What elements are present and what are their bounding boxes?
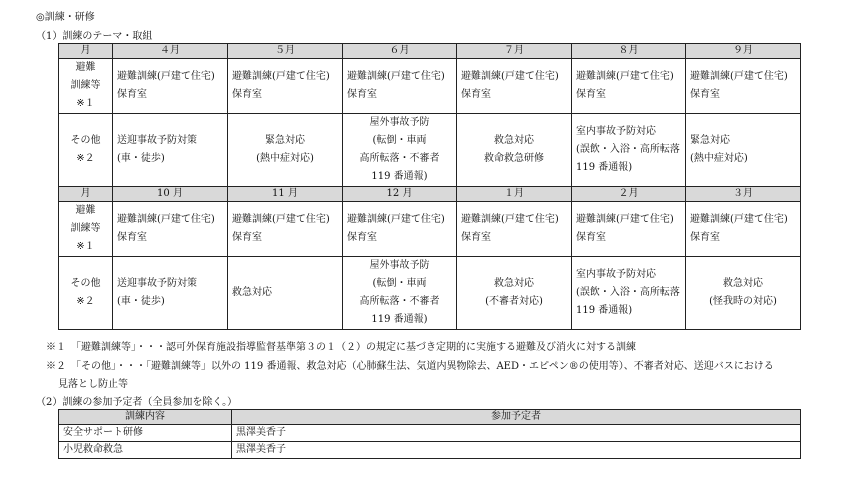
other-cell bbox=[228, 257, 343, 330]
evacuation-cell bbox=[686, 59, 801, 114]
other-cell bbox=[457, 114, 572, 187]
month-header: ５月 bbox=[228, 44, 343, 59]
cell-line: 避難訓練(戸建て住宅) bbox=[232, 214, 330, 225]
training-table bbox=[58, 43, 801, 330]
cell-line: 119 番通報) bbox=[576, 305, 633, 316]
section1-title: （1）訓練のテーマ・取組 bbox=[36, 31, 153, 42]
month-header: ２月 bbox=[572, 187, 686, 202]
participant-row bbox=[59, 425, 801, 442]
cell-line: 訓練等 bbox=[70, 80, 101, 91]
cell-line: 送迎事故予防対策 bbox=[117, 135, 197, 146]
cell-line: 保育室 bbox=[576, 232, 606, 243]
other-cell bbox=[457, 257, 572, 330]
other-cell bbox=[343, 114, 457, 187]
cell-line: ※２ bbox=[76, 153, 95, 164]
row-label-evacuation bbox=[59, 59, 113, 114]
month-header: 12 月 bbox=[343, 187, 457, 202]
other-cell bbox=[686, 114, 801, 187]
cell-line: 避難訓練(戸建て住宅) bbox=[347, 71, 445, 82]
cell-line: 高所転落・不審者 bbox=[359, 296, 440, 307]
cell-line: 屋外事故予防 bbox=[369, 260, 430, 271]
evacuation-cell bbox=[572, 59, 686, 114]
evacuation-cell bbox=[228, 202, 343, 257]
cell-line: 避難訓練(戸建て住宅) bbox=[347, 214, 445, 225]
month-header: １月 bbox=[457, 187, 572, 202]
cell-line: 室内事故予防対応 bbox=[576, 269, 656, 280]
evacuation-cell bbox=[686, 202, 801, 257]
cell-line: 保育室 bbox=[232, 89, 262, 100]
cell-line: 救命救急研修 bbox=[484, 153, 544, 164]
other-cell bbox=[343, 257, 457, 330]
month-header: ９月 bbox=[686, 44, 801, 59]
evacuation-row bbox=[59, 202, 801, 257]
evacuation-cell bbox=[113, 59, 228, 114]
cell-line: 緊急対応 bbox=[265, 135, 305, 146]
cell-line: 119 番通報) bbox=[576, 162, 633, 173]
cell-line: 119 番通報) bbox=[371, 171, 428, 182]
cell-line: 訓練等 bbox=[70, 223, 101, 234]
cell-line: (熱中症対応) bbox=[690, 153, 748, 164]
cell-line: 保育室 bbox=[232, 232, 262, 243]
cell-line: その他 bbox=[70, 135, 101, 146]
cell-line: 避難 bbox=[75, 62, 96, 73]
cell-line: (誤飲・入浴・高所転落 bbox=[576, 144, 680, 155]
cell-line: ※１ bbox=[76, 241, 95, 252]
month-header: ３月 bbox=[686, 187, 801, 202]
cell-line: 高所転落・不審者 bbox=[359, 153, 440, 164]
cell-line: 避難訓練(戸建て住宅) bbox=[232, 71, 330, 82]
cell-line: 保育室 bbox=[461, 89, 491, 100]
training-name: 小児救命救急 bbox=[59, 442, 232, 459]
participants-table bbox=[58, 409, 801, 459]
other-cell bbox=[228, 114, 343, 187]
cell-line: 保育室 bbox=[576, 89, 606, 100]
cell-line: 保育室 bbox=[347, 89, 377, 100]
cell-line: (不審者対応) bbox=[485, 296, 543, 307]
note-2-cont: 見落とし防止等 bbox=[58, 379, 128, 390]
other-cell bbox=[113, 257, 228, 330]
other-row bbox=[59, 257, 801, 330]
row-label-other bbox=[59, 114, 113, 187]
evacuation-cell bbox=[572, 202, 686, 257]
month-header: ８月 bbox=[572, 44, 686, 59]
month-header: 11 月 bbox=[228, 187, 343, 202]
cell-line: 室内事故予防対応 bbox=[576, 126, 656, 137]
cell-line: 避難訓練(戸建て住宅) bbox=[690, 71, 788, 82]
other-cell bbox=[572, 114, 686, 187]
other-cell bbox=[572, 257, 686, 330]
cell-line: (怪我時の対応) bbox=[709, 296, 777, 307]
evacuation-cell bbox=[113, 202, 228, 257]
cell-line: 避難訓練(戸建て住宅) bbox=[690, 214, 788, 225]
cell-line: 屋外事故予防 bbox=[369, 117, 430, 128]
cell-line: 緊急対応 bbox=[690, 135, 730, 146]
cell-line: 避難訓練(戸建て住宅) bbox=[117, 71, 215, 82]
cell-line: 保育室 bbox=[690, 89, 720, 100]
cell-line: 119 番通報) bbox=[371, 314, 428, 325]
row-label-evacuation bbox=[59, 202, 113, 257]
cell-line: (車・徒歩) bbox=[117, 296, 165, 307]
month-header-row bbox=[59, 44, 801, 59]
training-name: 安全サポート研修 bbox=[59, 425, 232, 442]
col-header-participants: 参加予定者 bbox=[232, 410, 801, 425]
month-header-row bbox=[59, 187, 801, 202]
other-row bbox=[59, 114, 801, 187]
month-header: ６月 bbox=[343, 44, 457, 59]
cell-line: 避難訓練(戸建て住宅) bbox=[576, 214, 674, 225]
cell-line: 保育室 bbox=[117, 89, 147, 100]
section2-title: （2）訓練の参加予定者（全員参加を除く。） bbox=[36, 397, 238, 408]
cell-line: 救急対応 bbox=[232, 287, 272, 298]
cell-line: 救急対応 bbox=[494, 135, 534, 146]
evacuation-row bbox=[59, 59, 801, 114]
evacuation-cell bbox=[343, 59, 457, 114]
month-header: 10 月 bbox=[113, 187, 228, 202]
col-header-content: 訓練内容 bbox=[59, 410, 232, 425]
cell-line: (転倒・車両 bbox=[372, 278, 427, 289]
cell-line: (熱中症対応) bbox=[256, 153, 314, 164]
cell-line: 保育室 bbox=[347, 232, 377, 243]
heading: ◎訓練・研修 bbox=[36, 12, 95, 23]
cell-line: その他 bbox=[70, 278, 101, 289]
cell-line: (誤飲・入浴・高所転落 bbox=[576, 287, 680, 298]
month-label: 月 bbox=[59, 44, 113, 59]
evacuation-cell bbox=[228, 59, 343, 114]
other-cell bbox=[686, 257, 801, 330]
other-cell bbox=[113, 114, 228, 187]
cell-line: 保育室 bbox=[461, 232, 491, 243]
cell-line: 保育室 bbox=[690, 232, 720, 243]
cell-line: 避難訓練(戸建て住宅) bbox=[461, 71, 559, 82]
evacuation-cell bbox=[457, 202, 572, 257]
month-header: ４月 bbox=[113, 44, 228, 59]
cell-line: 救急対応 bbox=[494, 278, 534, 289]
cell-line: 救急対応 bbox=[723, 278, 763, 289]
cell-line: (車・徒歩) bbox=[117, 153, 165, 164]
row-label-other bbox=[59, 257, 113, 330]
participant-name: 黒澤美香子 bbox=[232, 425, 801, 442]
cell-line: 避難訓練(戸建て住宅) bbox=[576, 71, 674, 82]
note-1: ※１ 「避難訓練等」・・・認可外保育施設指導監督基準第３の１（２）の規定に基づき定期的に実施する避難及び消火に対する訓練 bbox=[46, 342, 636, 353]
cell-line: (転倒・車両 bbox=[372, 135, 427, 146]
cell-line: 避難訓練(戸建て住宅) bbox=[117, 214, 215, 225]
month-label: 月 bbox=[59, 187, 113, 202]
evacuation-cell bbox=[343, 202, 457, 257]
note-2: ※２ 「その他」・・・「避難訓練等」以外の 119 番通報、救急対応（心肺蘇生法、気道内異物除去、AED・エピペン®の使用等）、不審者対応、送迎バスにおける bbox=[46, 361, 774, 372]
participant-name: 黒澤美香子 bbox=[232, 442, 801, 459]
cell-line: 避難 bbox=[75, 205, 96, 216]
participant-row bbox=[59, 442, 801, 459]
cell-line: ※１ bbox=[76, 98, 95, 109]
cell-line: ※２ bbox=[76, 296, 95, 307]
cell-line: 送迎事故予防対策 bbox=[117, 278, 197, 289]
cell-line: 避難訓練(戸建て住宅) bbox=[461, 214, 559, 225]
evacuation-cell bbox=[457, 59, 572, 114]
cell-line: 保育室 bbox=[117, 232, 147, 243]
month-header: ７月 bbox=[457, 44, 572, 59]
